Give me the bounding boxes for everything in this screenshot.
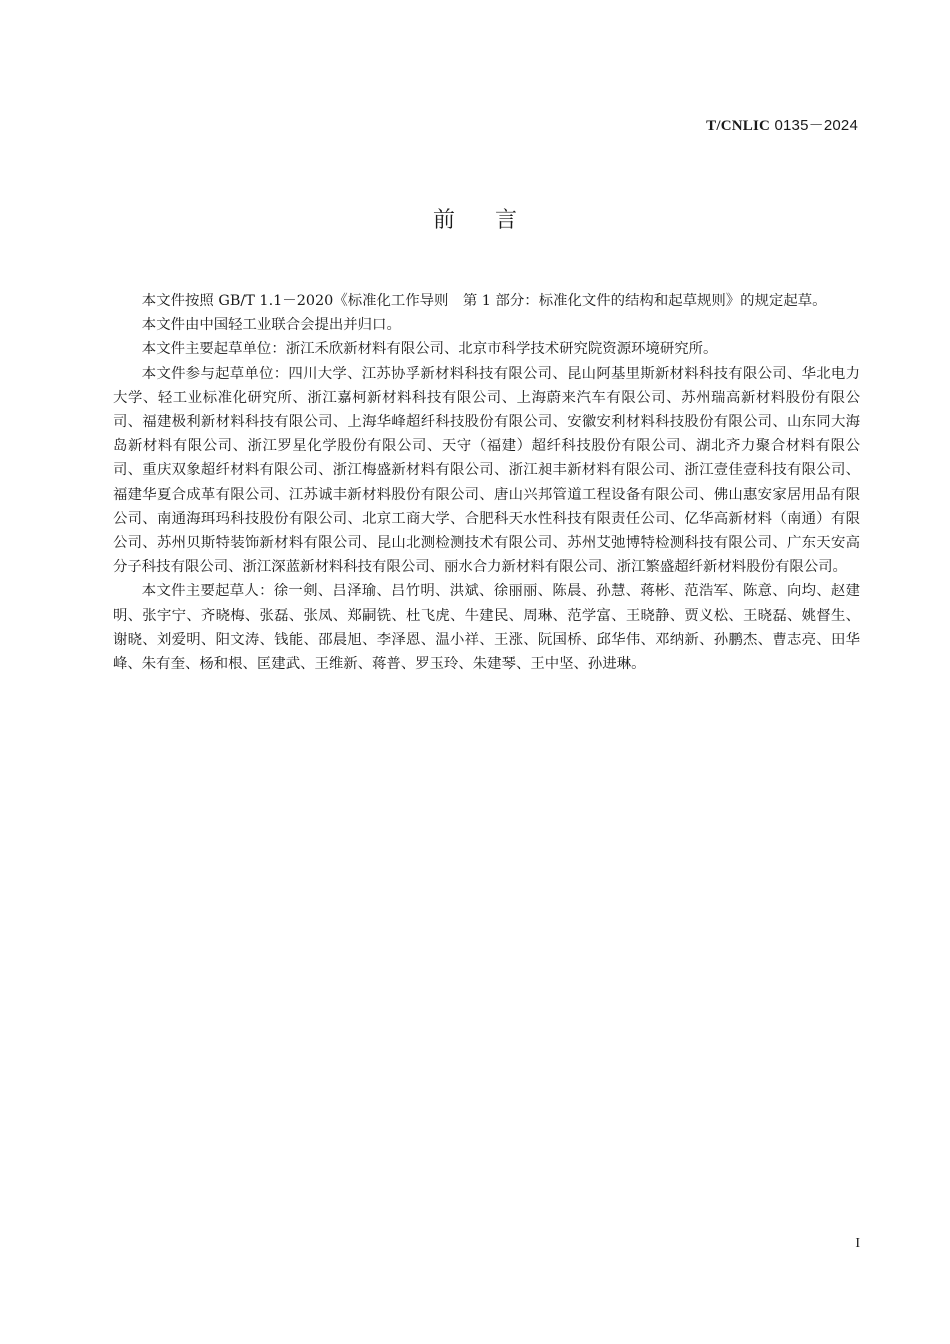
paragraph-main-drafting-units: 本文件主要起草单位：浙江禾欣新材料有限公司、北京市科学技术研究院资源环境研究所。 bbox=[141, 341, 718, 358]
paragraph-drafting-rules: 本文件按照 GB/T 1.1－2020《标准化工作导则 第 1 部分：标准化文件的结构和起草规则》的规定起草。 bbox=[141, 293, 827, 309]
standard-code-prefix: T/CNLIC bbox=[706, 118, 771, 134]
page-title: 前言 bbox=[432, 208, 557, 233]
standard-code bbox=[706, 114, 858, 135]
paragraph-proposer: 本文件由中国轻工业联合会提出并归口。 bbox=[141, 317, 401, 334]
paragraph-participating-units: 本文件参与起草单位：四川大学、江苏协孚新材料科技有限公司、昆山阿基里斯新材料科技有限公司、华北电力大学、轻工业标准化研究所、浙江嘉柯新材料科技有限公司、上海蔚来汽车有限公司、苏州瑞高新材料股份有限公司、福建极利新材料科技有限公司、上海华峰超纤科技股份有限公司、安徽安利材料科技股份有限公司、山东同大海岛新材料有限公司、浙江罗星化学股份有限公司、天守（福建）超纤科技股份有限公司、湖北齐力聚合材料有限公司、重庆双象超纤材料有限公司、浙江梅盛新材料有限公司、浙江昶丰新材料有限公司、浙江壹佳壹科技有限公司、福建华夏合成革有限公司、江苏诚丰新材料股份有限公司、唐山兴邦管道工程设备有限公司、佛山惠安家居用品有限公司、南通海珥玛科技股份有限公司、北京工商大学、合肥科天水性科技有限责任公司、亿华高新材料（南通）有限公司、苏州贝斯特装饰新材料有限公司、昆山北测检测技术有限公司、苏州艾弛博特检测科技有限公司、广东天安高分子科技有限公司、浙江深蓝新材料科技有限公司、丽水合力新材料有限公司、浙江繁盛超纤新材料股份有限公司。 bbox=[113, 365, 860, 576]
page-number: I bbox=[855, 1236, 860, 1251]
paragraph-main-drafters: 本文件主要起草人：徐一剣、吕泽瑜、吕竹明、洪斌、徐丽丽、陈晨、孙慧、蒋彬、范浩军、陈意、向均、赵建明、张宇宁、齐晓梅、张磊、张凤、郑嗣铣、杜飞虎、牛建民、周琳、范学富、王晓静、贾义松、王晓磊、姚督生、谢晓、刘爱明、阳文涛、钱能、邵晨旭、李泽恩、温小祥、王涨、阮国桥、邱华伟、邓纳新、孙鹏杰、曹志亮、田华峰、朱有奎、杨和根、匡建武、王维新、蒋普、罗玉玲、朱建琴、王中坚、孙进琳。 bbox=[113, 583, 860, 673]
standard-code-number: 0135－2024 bbox=[770, 117, 858, 134]
foreword-body bbox=[113, 289, 860, 676]
